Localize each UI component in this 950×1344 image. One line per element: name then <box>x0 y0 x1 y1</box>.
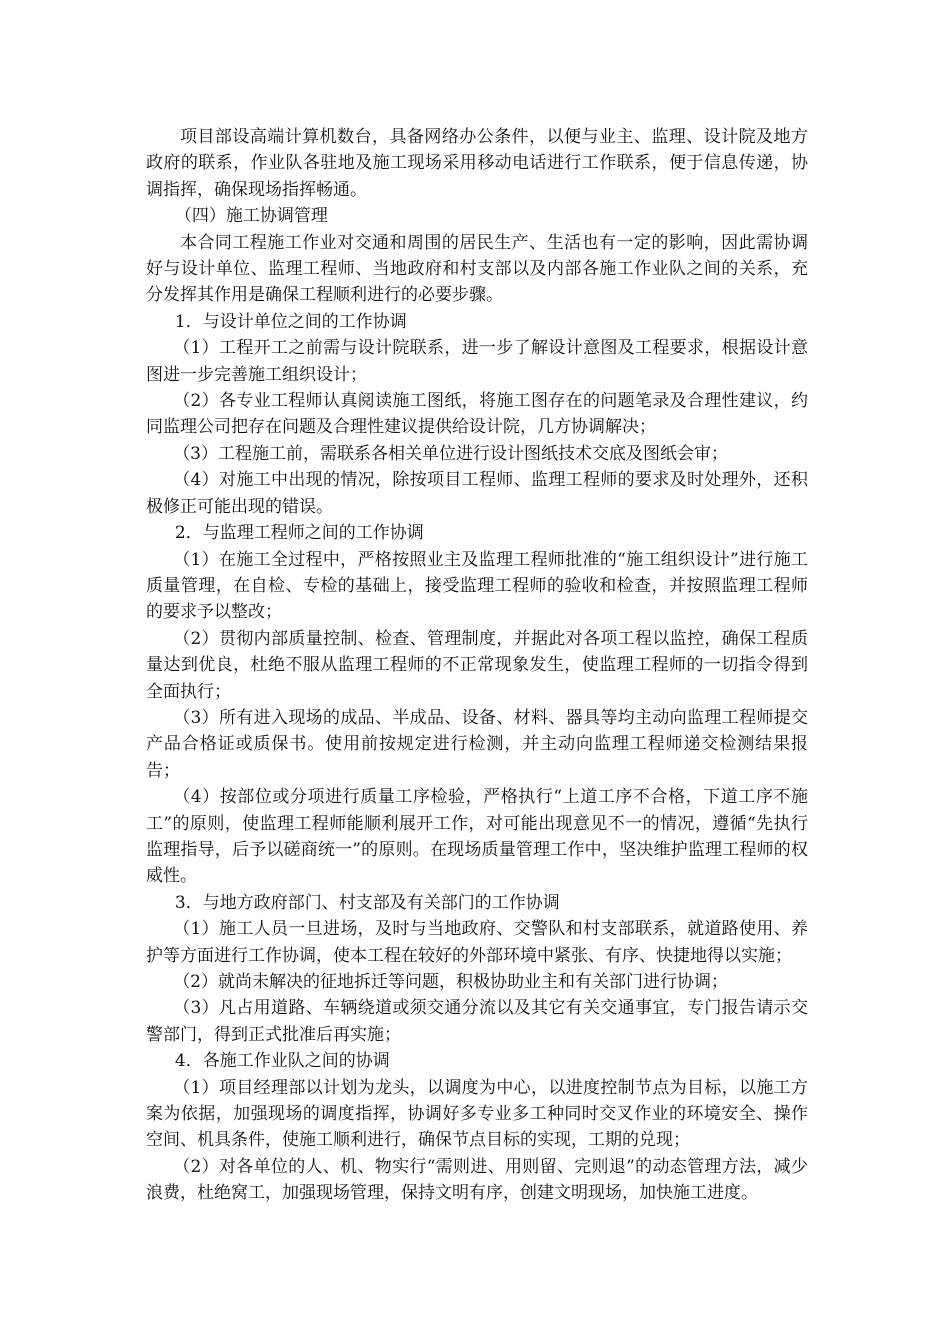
list-item: （2）各专业工程师认真阅读施工图纸，将施工图存在的问题笔录及合理性建议，约同监理公司把存在问题及合理性建议提供给设计院，几方协调解决； <box>146 391 808 438</box>
subheading-government-coordination: 3．与地方政府部门、村支部及有关部门的工作协调 <box>174 892 560 913</box>
list-item: （3）所有进入现场的成品、半成品、设备、材料、器具等均主动向监理工程师提交产品合格证或质保书。使用前按规定进行检测，并主动向监理工程师递交检测结果报告； <box>146 707 808 781</box>
list-item: （3）工程施工前，需联系各相关单位进行设计图纸技术交底及图纸会审； <box>173 443 729 464</box>
list-item: （1）工程开工之前需与设计院联系，进一步了解设计意图及工程要求，根据设计意图进一步完善施工组织设计； <box>146 338 808 385</box>
intro-paragraph: 项目部设高端计算机数台，具备网络办公条件，以便与业主、监理、设计院及地方政府的联系，作业队各驻地及施工现场采用移动电话进行工作联系，便于信息传递，协调指挥，确保现场指挥畅通。 <box>146 127 808 200</box>
list-item: （1）在施工全过程中，严格按照业主及监理工程师批准的“施工组织设计”进行施工质量管理，在自检、专检的基础上，接受监理工程师的验收和检查，并按照监理工程师的要求予以整改； <box>146 549 808 623</box>
subheading-supervisor-coordination: 2．与监理工程师之间的工作协调 <box>174 523 424 544</box>
list-item: （2）就尚未解决的征地拆迁等问题，积极协助业主和有关部门进行协调； <box>173 972 729 992</box>
list-item: （2）贯彻内部质量控制、检查、管理制度，并据此对各项工程以监控，确保工程质量达到优良，杜绝不服从监理工程师的不正常现象发生，使监理工程师的一切指令得到全面执行； <box>146 628 808 702</box>
document-page <box>146 124 808 1207</box>
list-item: （4）按部位或分项进行质量工序检验，严格执行“上道工序不合格，下道工序不施工”的原则，使监理工程师能顺利展开工作，对可能出现意见不一的情况，遵循“先执行监理指导，后予以磋商统一”的原则。在现场质量管理工作中，坚决维护监理工程师的权威性。 <box>146 787 808 887</box>
subheading-design-coordination: 1．与设计单位之间的工作协调 <box>174 311 407 332</box>
list-item: （1）项目经理部以计划为龙头，以调度为中心，以进度控制节点为目标，以施工方案为依据，加强现场的调度指挥，协调好多专业多工种同时交叉作业的环境安全、操作空间、机具条件，使施工顺利进行，确保节点目标的实现，工期的兑现； <box>146 1077 808 1151</box>
list-item: （2）对各单位的人、机、物实行“需则进、用则留、完则退”的动态管理方法，减少浪费，杜绝窝工，加强现场管理，保持文明有序，创建文明现场，加快施工进度。 <box>146 1156 808 1204</box>
list-item: （3）凡占用道路、车辆绕道或须交通分流以及其它有关交通事宜，专门报告请示交警部门，得到正式批准后再实施； <box>146 998 808 1045</box>
section-intro-paragraph: 本合同工程施工作业对交通和周围的居民生产、生活也有一定的影响，因此需协调好与设计单位、监理工程师、当地政府和村支部以及内部各施工作业队之间的关系，充分发挥其作用是确保工程顺利进行的必要步骤。 <box>146 232 808 306</box>
section-heading: （四）施工协调管理 <box>174 206 328 227</box>
subheading-team-coordination: 4．各施工作业队之间的协调 <box>174 1051 390 1072</box>
list-item: （4）对施工中出现的情况，除按项目工程师、监理工程师的要求及时处理外，还积极修正可能出现的错误。 <box>146 470 808 517</box>
list-item: （1）施工人员一旦进场，及时与当地政府、交警队和村支部联系，就道路使用、养护等方面进行工作协调，使本工程在较好的外部环境中紧张、有序、快捷地得以实施； <box>146 919 808 966</box>
